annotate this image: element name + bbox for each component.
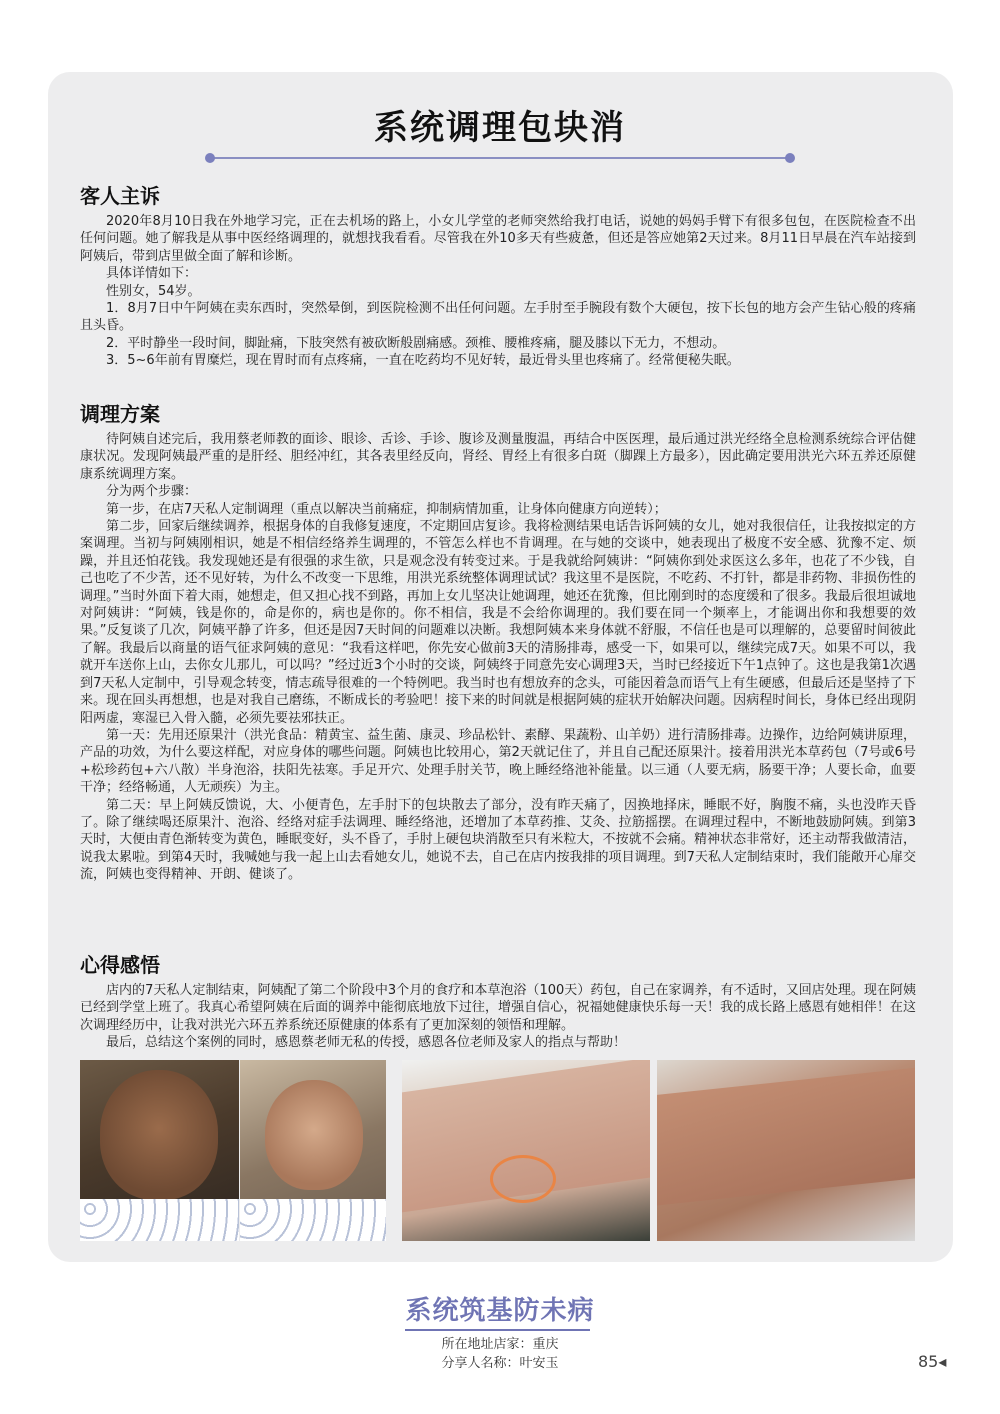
divider-dot-left (205, 153, 215, 163)
section-complaint-body (80, 213, 916, 370)
photo-face-before (80, 1060, 239, 1241)
paragraph: 第二天：早上阿姨反馈说，大、小便青色，左手肘下的包块散去了部分，没有昨天痛了，因换地择床，睡眠不好，胸腹不痛，头也没昨天昏了。除了继续喝还原果汁、泡浴、经络对症手法调理、睡经络池，还增加了本草药推、艾灸、拉筋摇摆。在调理过程中，不断地鼓励阿姨。到第3天时，大便由青色渐转变为黄色，睡眠变好，头不昏了，手肘上硬包块消散至只有米粒大，不按就不会痛。精神状态非常好，还主动帮我做清洁，说我太累啦。到第4天时，我喊她与我一起上山去看她女儿，她说不去，自己在店内按我排的项目调理。到7天私人定制结束时，我们能敞开心扉交流，阿姨也变得精神、开朗、健谈了。 (80, 797, 916, 883)
title-divider (210, 157, 790, 159)
paragraph: 3．5~6年前有胃糜烂，现在胃时而有点疼痛，一直在吃药均不见好转，最近骨头里也疼痛了。经常便秘失眠。 (106, 353, 740, 369)
paragraph: 1．8月7日中午阿姨在卖东西时，突然晕倒，到医院检测不出任何问题。左手肘至手腕段有数个大硬包，按下长包的地方会产生钻心般的疼痛且头昏。 (80, 301, 916, 334)
photo-arm-after (657, 1060, 915, 1241)
photo-face-after (240, 1060, 386, 1241)
paragraph: 最后，总结这个案例的同时，感恩蔡老师无私的传授，感恩各位老师及家人的指点与帮助！ (106, 1035, 627, 1051)
photo-arm-lump-marked (402, 1060, 650, 1241)
shirt-pattern (80, 1199, 239, 1241)
section-plan-body (80, 431, 916, 884)
paragraph: 店内的7天私人定制结束，阿姨配了第二个阶段中3个月的食疗和本草泡浴（100天）药包，自己在家调养，有不适时，又回店处理。现在阿姨已经到学堂上班了。我真心希望阿姨在后面的调养中能彻底地放下过往，增强自信心，祝福她健康快乐每一天！我的成长路上感恩有她相伴！在这次调理经历中，让我对洪光六环五养系统还原健康的体系有了更加深刻的领悟和理解。 (80, 983, 916, 1033)
face-shape (265, 1080, 363, 1190)
paragraph: 2．平时静坐一段时间，脚趾痛，下肢突然有被砍断般剧痛感。颈椎、腰椎疼痛，腿及膝以下无力，不想动。 (106, 335, 726, 351)
paragraph: 第一步，在店7天私人定制调理（重点以解决当前痛症，抑制病情加重，让身体向健康方向逆转）； (106, 501, 667, 517)
paragraph: 第二步，回家后继续调养，根据身体的自我修复速度，不定期回店复诊。我将检测结果电话告诉阿姨的女儿，她对我很信任，让我按拟定的方案调理。当初与阿姨刚相识，她是不相信经络养生调理的，不管怎么样也不肯调理。在与她的交谈中，她表现出了极度不安全感、犹豫不定、烦躁，并且还怕花钱。我发现她还是有很强的求生欲，只是观念没有转变过来。于是我就给阿姨讲：“阿姨你到处求医这么多年，也花了不少钱，自己也吃了不少苦，还不见好转，为什么不改变一下思维，用洪光系统整体调理试试？我这里不是医院，不吃药、不打针，都是非药物、非损伤性的调理。”当时外面下着大雨，她想走，但又担心找不到路，再加上女儿坚决让她调理，她还在犹豫，但比刚到时的态度缓和了很多。我最后很坦诚地对阿姨讲：“阿姨，钱是你的，命是你的，病也是你的。你不相信，我是不会给你调理的。我们要在同一个频率上，才能调出你和我想要的效果。”反复谈了几次，阿姨平静了许多，但还是因7天时间的问题难以决断。我想阿姨本来身体就不舒服，不信任也是可以理解的，总要留时间彼此了解。我最后以商量的语气征求阿姨的意见：“我看这样吧，你先安心做前3天的清肠排毒，感受一下，如果可以，继续完成7天。如果不可以，我就开车送你上山，去你女儿那儿，可以吗？”经过近3个小时的交谈，阿姨终于同意先安心调理3天，当时已经接近下午1点钟了。这也是我第1次遇到7天私人定制中，引导观念转变，情志疏导很难的一个特例吧。我当时也有想放弃的念头，可能因着急而语气上有生硬感，但最后还是坚持了下来。现在回头再想想，也是对我自己磨练，不断成长的考验吧！接下来的时间就是根据阿姨的症状开始解决问题。因病程时间长，身体已经出现阴阳两虚，寒湿已入骨入髓，必须先要祛邪扶正。 (80, 519, 916, 726)
face-shape (100, 1070, 218, 1200)
paragraph: 待阿姨自述完后，我用蔡老师教的面诊、眼诊、舌诊、手诊、腹诊及测量腹温，再结合中医医理，最后通过洪光经络全息检测系统综合评估健康状况。发现阿姨最严重的是肝经、胆经冲红，其各表里经反向，肾经、胃经上有很多白斑（脚踝上方最多），因此确定要用洪光六环五养还原健康系统调理方案。 (80, 432, 916, 482)
paragraph: 分为两个步骤： (106, 484, 198, 500)
section-reflection-body (80, 982, 916, 1052)
section-heading-plan: 调理方案 (80, 402, 160, 426)
lump-marker-ring (490, 1155, 556, 1203)
page-title: 系统调理包块消 (374, 108, 626, 148)
footer-brand: 系统筑基防未病 (405, 1296, 595, 1326)
arm-shape (657, 1064, 915, 1206)
footer-brand-underline (405, 1329, 590, 1331)
paragraph: 第一天：先用还原果汁（洪光食品：精黄宝、益生菌、康灵、珍品松针、素酵、果蔬粉、山羊奶）进行清肠排毒。边操作，边给阿姨讲原理，产品的功效，为什么要这样配，对应身体的哪些问题。阿姨也比较用心，第2天就记住了，并且自己配还原果汁。接着用洪光本草药包（7号或6号+松珍药包+六八散）半身泡浴，扶阳先祛寒。手足开穴、处理手肘关节，晚上睡经络池补能量。以三通（人要无病，肠要干净；人要长命，血要干净；经络畅通，人无顽疾）为主。 (80, 727, 916, 796)
divider-dot-right (785, 153, 795, 163)
paragraph: 具体详情如下： (106, 266, 198, 282)
footer-sharer: 分享人名称：叶安玉 (441, 1356, 559, 1371)
footer-location: 所在地址店家：重庆 (441, 1337, 559, 1352)
page-number: 85◂ (918, 1352, 947, 1371)
section-heading-complaint: 客人主诉 (80, 184, 160, 208)
section-heading-reflection: 心得感悟 (80, 953, 160, 977)
paragraph: 性别女，54岁。 (106, 283, 201, 299)
shirt-pattern (240, 1199, 386, 1241)
paragraph: 2020年8月10日我在外地学习完，正在去机场的路上，小女儿学堂的老师突然给我打电话，说她的妈妈手臂下有很多包包，在医院检查不出任何问题。她了解我是从事中医经络调理的，就想找我看看。尽管我在外10多天有些疲惫，但还是答应她第2天过来。8月11日早晨在汽车站接到阿姨后，带到店里做全面了解和诊断。 (80, 214, 916, 264)
